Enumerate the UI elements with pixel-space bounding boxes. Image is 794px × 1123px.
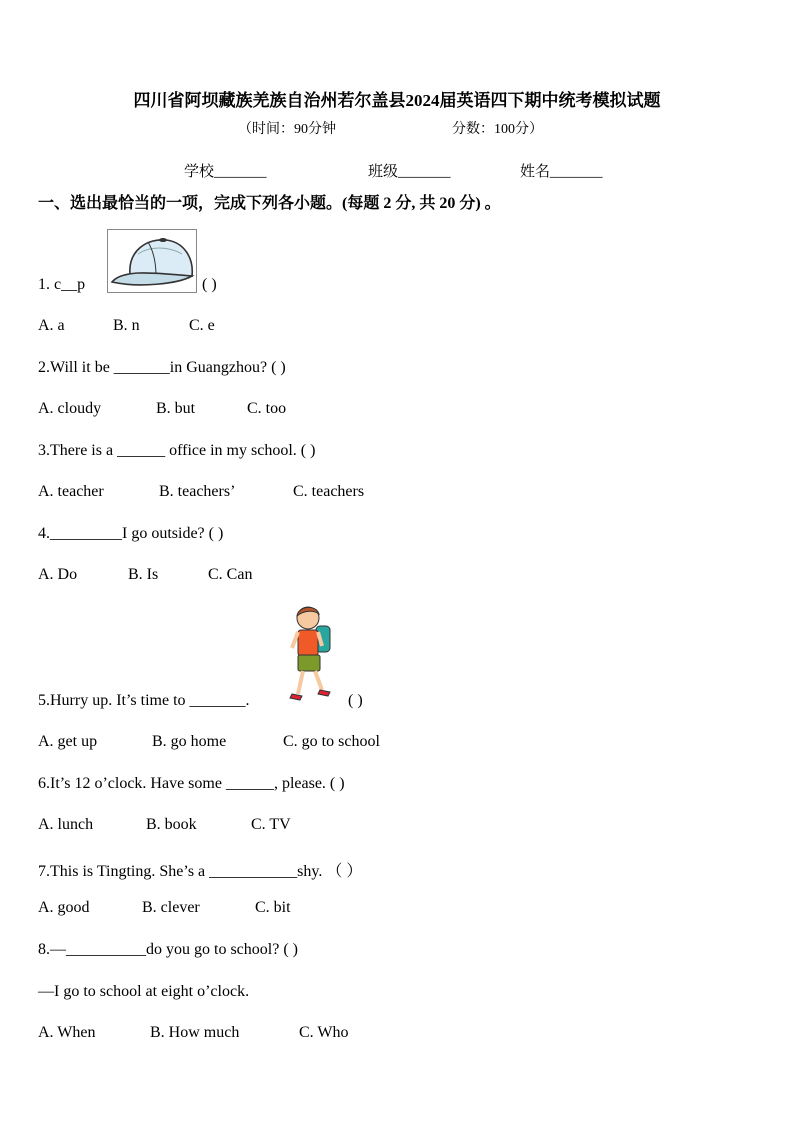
- page-title: 四川省阿坝藏族羌族自治州若尔盖县2024届英语四下期中统考模拟试题: [133, 91, 661, 110]
- question-2-options: [38, 400, 286, 418]
- option-a[interactable]: A. lunch: [38, 816, 94, 833]
- question-4-options: [38, 566, 252, 584]
- cap-icon: [107, 229, 197, 293]
- question-1-stem: 1. c__p: [38, 276, 86, 293]
- option-a[interactable]: A. get up: [38, 733, 98, 750]
- question-1-options: [38, 317, 215, 335]
- question-3-stem: 3.There is a ______ office in my school. ( ): [38, 442, 316, 459]
- option-a[interactable]: A. good: [38, 899, 90, 916]
- option-c[interactable]: C. go to school: [283, 733, 380, 750]
- question-8-options: [38, 1024, 348, 1042]
- option-b[interactable]: B. book: [146, 816, 197, 833]
- section-heading: 一、选出最恰当的一项，完成下列各小题。(每题 2 分, 共 20 分) 。: [38, 195, 501, 212]
- question-8-answer-line: —I go to school at eight o’clock.: [38, 983, 250, 1000]
- option-c[interactable]: C. e: [189, 317, 215, 334]
- option-c[interactable]: C. Who: [299, 1024, 349, 1041]
- question-5-options: [38, 733, 380, 751]
- option-c[interactable]: C. Can: [208, 566, 253, 583]
- question-6-options: [38, 816, 291, 834]
- question-4-stem: 4._________I go outside? ( ): [38, 525, 224, 542]
- question-3-options: [38, 483, 364, 501]
- exam-score: 分数：100分）: [452, 122, 543, 137]
- question-1-answer-paren[interactable]: ( ): [202, 276, 217, 293]
- option-c[interactable]: C. bit: [255, 899, 291, 916]
- question-7-stem: 7.This is Tingting. She’s a ___________shy. （ ）: [38, 863, 363, 880]
- question-2-stem: 2.Will it be _______in Guangzhou? ( ): [38, 359, 286, 376]
- option-b[interactable]: B. clever: [142, 899, 200, 916]
- option-a[interactable]: A. Do: [38, 566, 78, 583]
- option-a[interactable]: A. cloudy: [38, 400, 102, 417]
- option-c[interactable]: C. too: [247, 400, 287, 417]
- option-b[interactable]: B. Is: [128, 566, 159, 583]
- question-6-stem: 6.It’s 12 o’clock. Have some ______, please. ( ): [38, 775, 345, 792]
- option-a[interactable]: A. a: [38, 317, 65, 334]
- school-field[interactable]: 学校_______: [184, 164, 267, 180]
- option-b[interactable]: B. How much: [150, 1024, 240, 1041]
- name-field[interactable]: 姓名_______: [520, 164, 603, 180]
- option-a[interactable]: A. teacher: [38, 483, 104, 500]
- class-field[interactable]: 班级_______: [368, 164, 451, 180]
- question-7-options: [38, 899, 291, 917]
- exam-time: （时间：90分钟: [238, 122, 336, 137]
- schoolboy-icon: [286, 604, 334, 704]
- option-c[interactable]: C. teachers: [293, 483, 365, 500]
- question-5-answer-paren[interactable]: ( ): [348, 692, 363, 709]
- option-c[interactable]: C. TV: [251, 816, 291, 833]
- option-b[interactable]: B. go home: [152, 733, 227, 750]
- question-5-stem: 5.Hurry up. It’s time to _______.: [38, 692, 250, 709]
- question-8-stem: 8.—__________do you go to school? ( ): [38, 941, 298, 958]
- option-b[interactable]: B. n: [113, 317, 140, 334]
- option-b[interactable]: B. but: [156, 400, 196, 417]
- option-a[interactable]: A. When: [38, 1024, 96, 1041]
- option-b[interactable]: B. teachers’: [159, 483, 236, 500]
